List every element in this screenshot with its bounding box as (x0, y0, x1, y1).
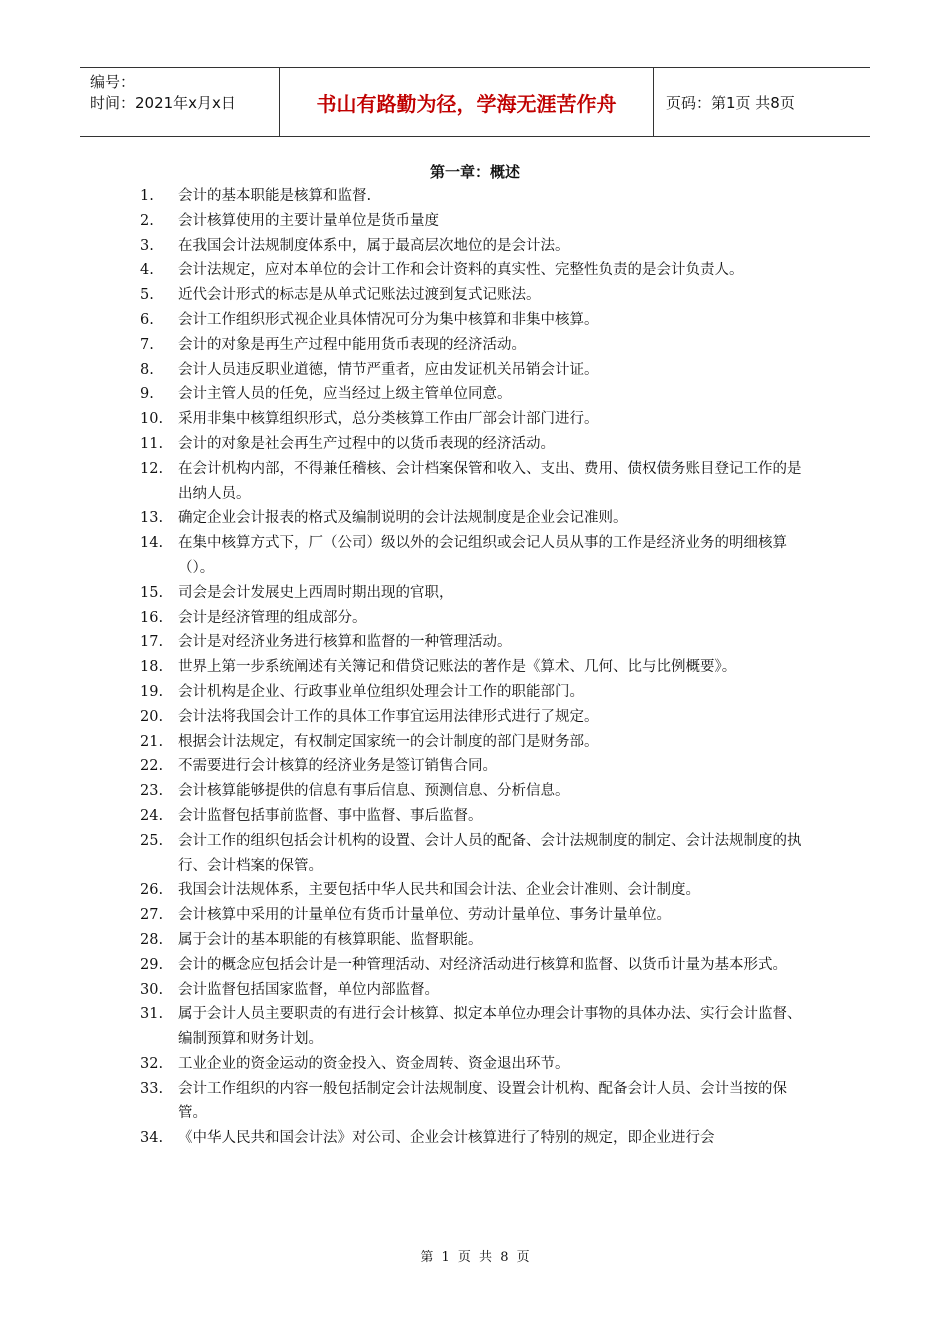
item-number: 28. (140, 931, 164, 948)
date-label: 时间：2021年x月x日 (90, 94, 236, 112)
item-number: 29. (140, 956, 164, 973)
list-item (140, 705, 810, 730)
list-item (140, 928, 810, 953)
list-item (140, 1002, 810, 1052)
item-number: 7. (140, 336, 154, 353)
item-list (140, 184, 810, 1151)
item-text: 《中华人民共和国会计法》对公司、企业会计核算进行了特别的规定，即企业进行会 (178, 1130, 715, 1147)
item-number: 20. (140, 708, 164, 725)
list-item (140, 754, 810, 779)
item-text: 会计监督包括事前监督、事中监督、事后监督。 (178, 807, 483, 824)
list-item (140, 333, 810, 358)
header-motto: 书山有路勤为径，学海无涯苦作舟 (280, 68, 654, 136)
item-number: 10. (140, 411, 164, 428)
item-number: 25. (140, 832, 164, 849)
item-text: 近代会计形式的标志是从单式记账法过渡到复式记账法。 (178, 287, 541, 304)
document-header (80, 67, 870, 137)
item-text: 会计核算使用的主要计量单位是货币量度 (178, 212, 439, 229)
list-item (140, 606, 810, 631)
list-item (140, 234, 810, 259)
list-item (140, 1077, 810, 1127)
item-number: 5. (140, 287, 154, 304)
item-number: 18. (140, 659, 164, 676)
item-number: 11. (140, 435, 164, 452)
item-text: 会计监督包括国家监督，单位内部监督。 (178, 981, 439, 998)
item-text: 会计是经济管理的组成部分。 (178, 609, 367, 626)
item-number: 26. (140, 882, 164, 899)
item-text: 会计工作组织形式视企业具体情况可分为集中核算和非集中核算。 (178, 311, 599, 328)
item-number: 22. (140, 758, 164, 775)
item-text: 确定企业会计报表的格式及编制说明的会计法规制度是企业会记准则。 (178, 510, 628, 527)
item-number: 27. (140, 907, 164, 924)
item-text: 会计人员违反职业道德，情节严重者，应由发证机关吊销会计证。 (178, 361, 599, 378)
list-item (140, 407, 810, 432)
item-text: 根据会计法规定，有权制定国家统一的会计制度的部门是财务部。 (178, 733, 599, 750)
item-text: 在会计机构内部，不得兼任稽核、会计档案保管和收入、支出、费用、债权债务账目登记工作的是出纳人员。 (178, 460, 802, 502)
list-item (140, 308, 810, 333)
item-number: 6. (140, 311, 154, 328)
list-item (140, 1052, 810, 1077)
list-item (140, 630, 810, 655)
item-number: 14. (140, 535, 164, 552)
list-item (140, 283, 810, 308)
list-item (140, 457, 810, 507)
list-item (140, 209, 810, 234)
list-item (140, 1126, 810, 1151)
item-number: 9. (140, 386, 154, 403)
item-text: 会计的概念应包括会计是一种管理活动、对经济活动进行核算和监督、以货币计量为基本形式。 (178, 956, 787, 973)
item-number: 32. (140, 1055, 164, 1072)
list-item (140, 829, 810, 879)
item-text: 世界上第一步系统阐述有关簿记和借贷记账法的著作是《算术、几何、比与比例概要》。 (178, 659, 737, 676)
item-text: 会计工作组织的内容一般包括制定会计法规制度、设置会计机构、配备会计人员、会计当按的保管。 (178, 1080, 787, 1122)
item-number: 13. (140, 510, 164, 527)
list-item (140, 680, 810, 705)
list-item (140, 258, 810, 283)
list-item (140, 432, 810, 457)
item-number: 33. (140, 1080, 164, 1097)
item-text: 不需要进行会计核算的经济业务是签订销售合同。 (178, 758, 497, 775)
item-number: 17. (140, 634, 164, 651)
list-item (140, 804, 810, 829)
chapter-title: 第一章：概述 (429, 163, 520, 181)
item-text: 属于会计人员主要职责的有进行会计核算、拟定本单位办理会计事物的具体办法、实行会计监督、编制预算和财务计划。 (178, 1006, 802, 1048)
list-item (140, 779, 810, 804)
item-text: 属于会计的基本职能的有核算职能、监督职能。 (178, 931, 483, 948)
item-text: 会计核算中采用的计量单位有货币计量单位、劳动计量单位、事务计量单位。 (178, 907, 671, 924)
item-text: 会计的对象是社会再生产过程中的以货币表现的经济活动。 (178, 435, 555, 452)
item-number: 8. (140, 361, 154, 378)
list-item (140, 655, 810, 680)
item-text: 会计工作的组织包括会计机构的设置、会计人员的配备、会计法规制度的制定、会计法规制度的执行、会计档案的保管。 (178, 832, 802, 874)
item-text: 我国会计法规体系，主要包括中华人民共和国会计法、企业会计准则、会计制度。 (178, 882, 700, 899)
item-text: 会计法将我国会计工作的具体工作事宜运用法律形式进行了规定。 (178, 708, 599, 725)
number-label: 编号： (90, 73, 136, 91)
item-number: 31. (140, 1006, 164, 1023)
item-text: 司会是会计发展史上西周时期出现的官职， (178, 584, 454, 601)
item-text: 会计的基本职能是核算和监督. (178, 188, 372, 204)
item-text: 会计的对象是再生产过程中能用货币表现的经济活动。 (178, 336, 526, 353)
item-text: 在我国会计法规制度体系中，属于最高层次地位的是会计法。 (178, 237, 570, 254)
header-meta (80, 68, 280, 136)
page-footer: 第 1 页 共 8 页 (420, 1250, 530, 1265)
item-number: 4. (140, 262, 154, 279)
header-page-info: 页码：第1页 共8页 (666, 93, 795, 112)
item-number: 15. (140, 584, 164, 601)
list-item (140, 730, 810, 755)
list-item (140, 382, 810, 407)
item-number: 2. (140, 212, 154, 229)
item-text: 会计机构是企业、行政事业单位组织处理会计工作的职能部门。 (178, 683, 584, 700)
item-number: 23. (140, 783, 164, 800)
item-text: 会计法规定，应对本单位的会计工作和会计资料的真实性、完整性负责的是会计负责人。 (178, 262, 744, 279)
list-item (140, 878, 810, 903)
list-item (140, 184, 810, 209)
item-number: 1. (140, 188, 154, 204)
item-text: 会计是对经济业务进行核算和监督的一种管理活动。 (178, 634, 512, 651)
item-number: 16. (140, 609, 164, 626)
list-item (140, 903, 810, 928)
list-item (140, 581, 810, 606)
item-text: 会计核算能够提供的信息有事后信息、预测信息、分析信息。 (178, 783, 570, 800)
item-text: 采用非集中核算组织形式，总分类核算工作由厂部会计部门进行。 (178, 411, 599, 428)
item-number: 30. (140, 981, 164, 998)
item-text: 会计主管人员的任免，应当经过上级主管单位同意。 (178, 386, 512, 403)
item-number: 34. (140, 1130, 164, 1147)
list-item (140, 531, 810, 581)
list-item (140, 358, 810, 383)
list-item (140, 978, 810, 1003)
item-text: 工业企业的资金运动的资金投入、资金周转、资金退出环节。 (178, 1055, 570, 1072)
item-text: 在集中核算方式下，厂（公司）级以外的会记组织或会记人员从事的工作是经济业务的明细核算（）。 (178, 535, 787, 576)
item-number: 19. (140, 683, 164, 700)
item-number: 12. (140, 460, 164, 477)
item-number: 24. (140, 807, 164, 824)
item-number: 21. (140, 733, 164, 750)
list-item (140, 506, 810, 531)
list-item (140, 953, 810, 978)
item-number: 3. (140, 237, 154, 254)
